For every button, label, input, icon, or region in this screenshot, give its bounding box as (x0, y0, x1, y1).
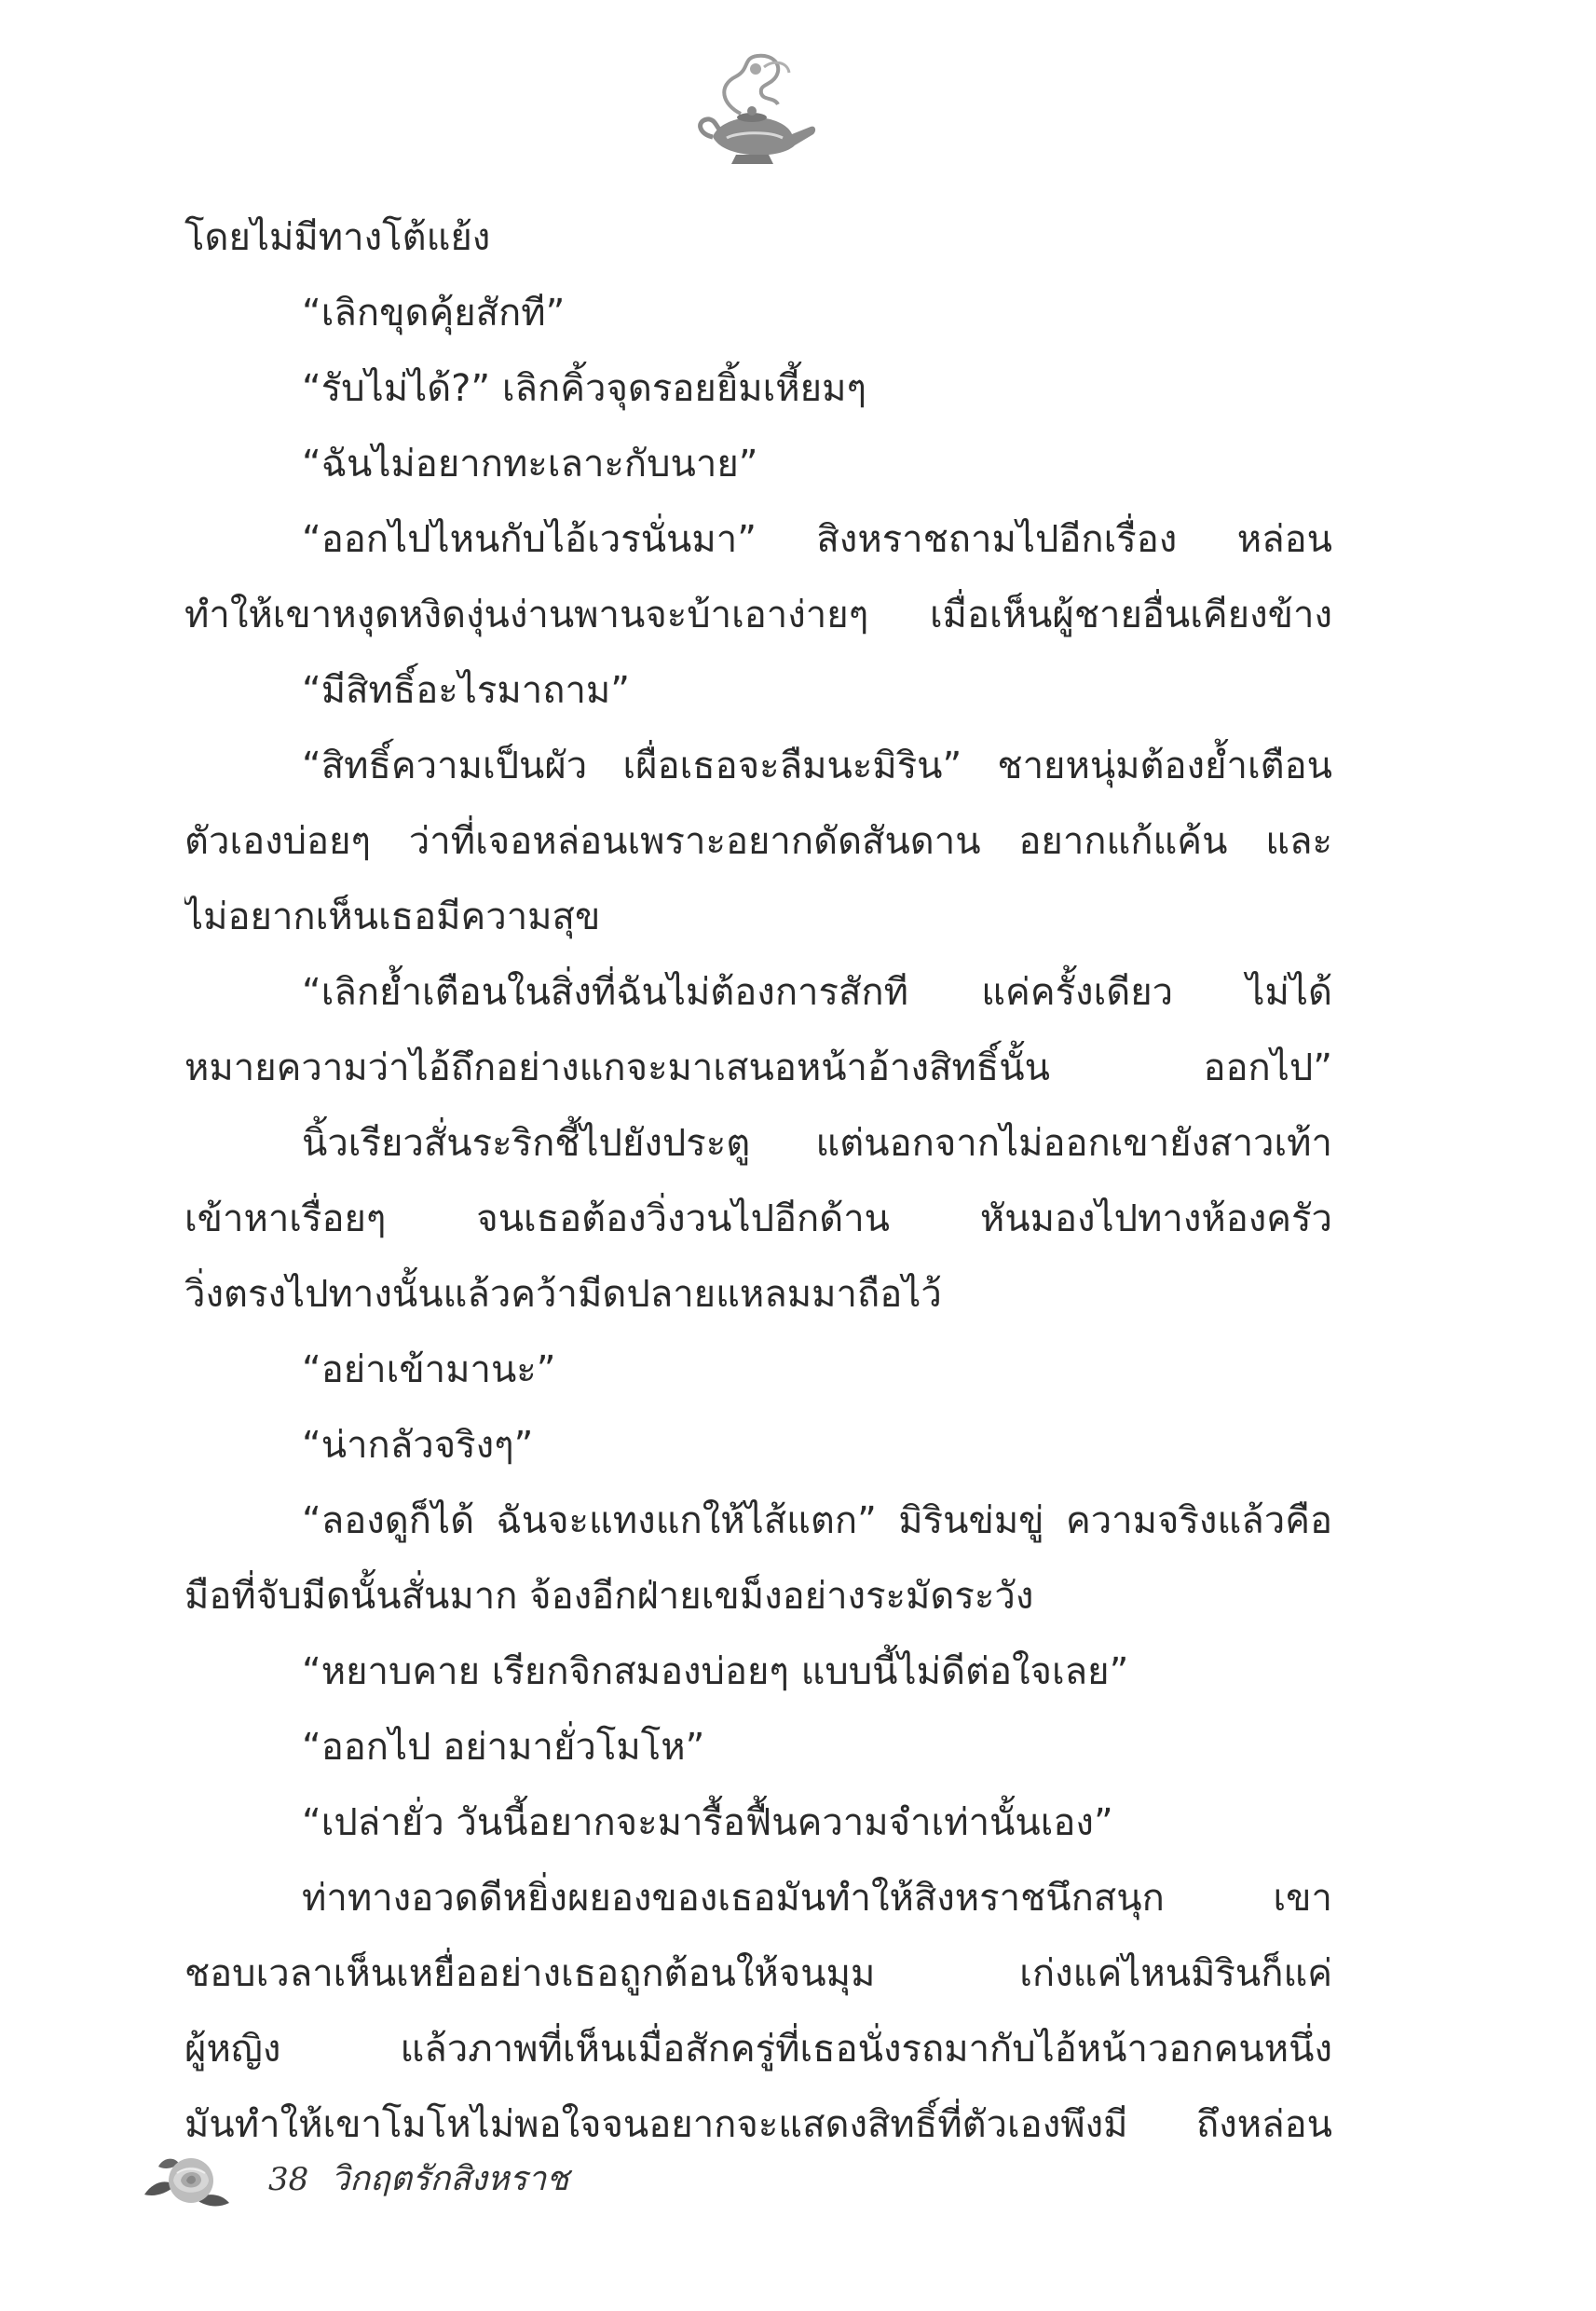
text-line: “รับไม่ได้?” เลิกคิ้วจุดรอยยิ้มเหี้ยมๆ (302, 367, 866, 410)
text-line: “น่ากลัวจริงๆ” (302, 1424, 534, 1467)
text-line: “เลิกย้ำเตือนในสิ่งที่ฉันไม่ต้องการสักที แค่ครั้งเดียว ไม่ได้ (302, 971, 1332, 1014)
page-footer (140, 2143, 699, 2218)
text-line: ไม่อยากเห็นเธอมีความสุข (184, 896, 601, 938)
text-line: “หยาบคาย เรียกจิกสมองบ่อยๆ แบบนี้ไม่ดีต่อใจเลย” (302, 1650, 1129, 1693)
text-line: “เลิกขุดคุ้ยสักที” (302, 292, 566, 335)
text-line: “ลองดูก็ได้ ฉันจะแทงแกให้ไส้แตก” มิรินข่มขู่ ความจริงแล้วคือ (302, 1499, 1332, 1542)
text-line: มันทำให้เขาโมโหไม่พอใจจนอยากจะแสดงสิทธิ์ที่ตัวเองพึงมี ถึงหล่อน (184, 2103, 1332, 2146)
text-line: ท่าทางอวดดีหยิ่งผยองของเธอมันทำให้สิงหราชนึกสนุก เขา (302, 1877, 1332, 1920)
page-number: 38 (268, 2161, 309, 2198)
book-title: วิกฤตรักสิงหราช (331, 2160, 569, 2198)
text-line: “ฉันไม่อยากทะเลาะกับนาย” (302, 443, 758, 485)
text-line: มือที่จับมีดนั้นสั่นมาก จ้องอีกฝ่ายเขม็งอย่างระมัดระวัง (184, 1575, 1034, 1618)
text-line: โดยไม่มีทางโต้แย้ง (184, 216, 491, 259)
text-line: นิ้วเรียวสั่นระริกชี้ไปยังประตู แต่นอกจากไม่ออกเขายังสาวเท้า (302, 1122, 1332, 1165)
text-line: ตัวเองบ่อยๆ ว่าที่เจอหล่อนเพราะอยากดัดสันดาน อยากแก้แค้น และ (184, 820, 1332, 863)
text-line: วิ่งตรงไปทางนั้นแล้วคว้ามีดปลายแหลมมาถือไว้ (184, 1273, 942, 1316)
text-line: ทำให้เขาหงุดหงิดงุ่นง่านพานจะบ้าเอาง่ายๆ เมื่อเห็นผู้ชายอื่นเคียงข้าง (184, 594, 1332, 636)
text-line: “อย่าเข้ามานะ” (302, 1348, 556, 1391)
text-line: “เปล่ายั่ว วันนี้อยากจะมารื้อฟื้นความจำเท่านั้นเอง” (302, 1801, 1113, 1844)
text-line: ชอบเวลาเห็นเหยื่ออย่างเธอถูกต้อนให้จนมุม เก่งแค่ไหนมิรินก็แค่ (184, 1952, 1332, 1995)
text-line: “สิทธิ์ความเป็นผัว เผื่อเธอจะลืมนะมิริน” ชายหนุ่มต้องย้ำเตือน (302, 745, 1332, 787)
text-line: “ออกไป อย่ามายั่วโมโห” (302, 1726, 705, 1769)
text-line: “ออกไปไหนกับไอ้เวรนั่นมา” สิงหราชถามไปอีกเรื่อง หล่อน (302, 518, 1332, 561)
story-text (184, 200, 1332, 2163)
text-line: เข้าหาเรื่อยๆ จนเธอต้องวิ่งวนไปอีกด้าน หันมองไปทางห้องครัว (184, 1197, 1332, 1240)
text-line: ผู้หญิง แล้วภาพที่เห็นเมื่อสักครู่ที่เธอนั่งรถมากับไอ้หน้าวอกคนหนึ่ง (184, 2028, 1332, 2071)
text-line: “มีสิทธิ์อะไรมาถาม” (302, 669, 630, 712)
genie-lamp-ornament-icon (685, 48, 825, 170)
text-line: หมายความว่าไอ้ถึกอย่างแกจะมาเสนอหน้าอ้างสิทธิ์นั้น ออกไป” (184, 1046, 1332, 1089)
rose-ornament-icon (140, 2143, 233, 2218)
